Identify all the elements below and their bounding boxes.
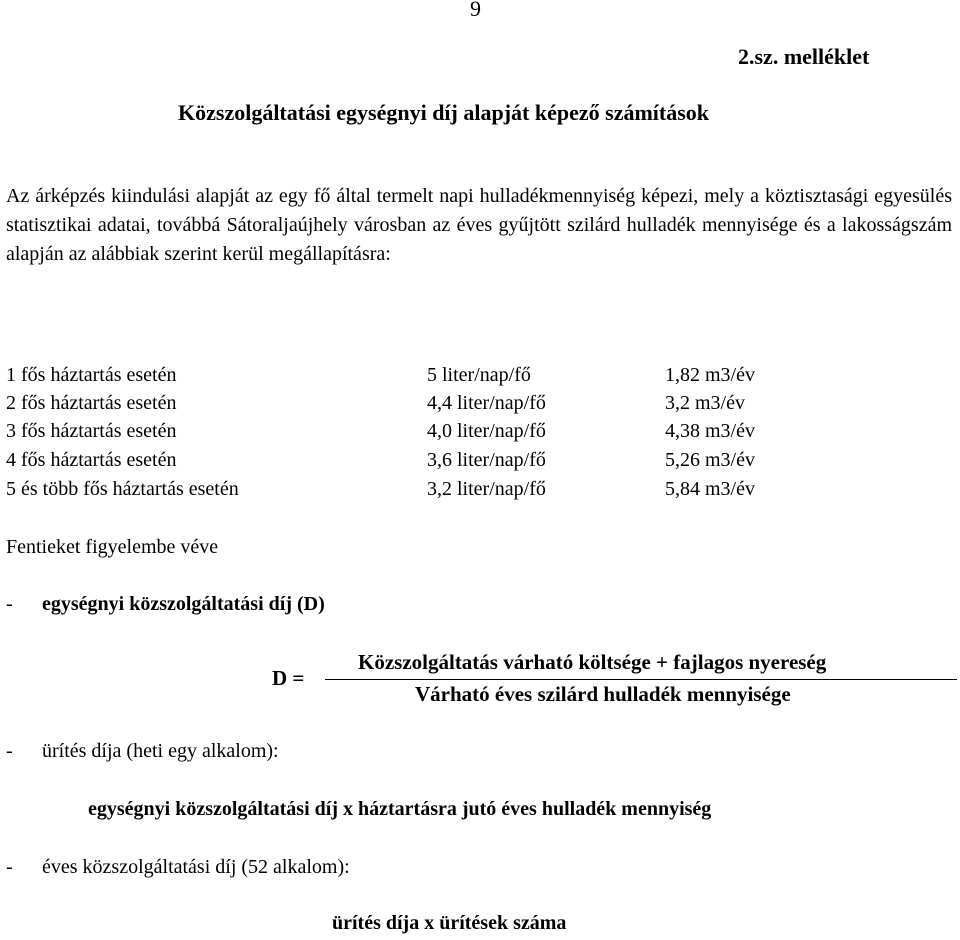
annex-label: 2.sz. melléklet: [738, 44, 870, 69]
formula-denominator: Várható éves szilárd hulladék mennyisége: [415, 682, 791, 706]
household-volume: 4,38 m3/év: [665, 420, 755, 442]
formula-lhs: D =: [272, 666, 305, 690]
household-row: [0, 449, 960, 477]
household-label: 1 fős háztartás esetén: [6, 364, 177, 386]
considering-text: Fentieket figyelembe véve: [6, 536, 219, 558]
unit-fee-heading: egységnyi közszolgáltatási díj (D): [42, 593, 325, 615]
household-volume: 5,84 m3/év: [665, 478, 755, 500]
household-row: [0, 364, 960, 392]
household-liter: 3,2 liter/nap/fő: [427, 478, 546, 500]
household-liter: 3,6 liter/nap/fő: [427, 449, 546, 471]
emptying-fee-heading: ürítés díja (heti egy alkalom):: [42, 740, 279, 762]
household-row: [0, 478, 960, 506]
household-liter: 4,4 liter/nap/fő: [427, 392, 546, 414]
fraction-line: [325, 679, 957, 680]
household-volume: 3,2 m3/év: [665, 392, 745, 414]
household-row: [0, 420, 960, 448]
annual-fee-formula: ürítés díja x ürítések száma: [332, 912, 567, 934]
household-label: 2 fős háztartás esetén: [6, 392, 177, 414]
bullet-dash: -: [6, 593, 13, 615]
bullet-dash: -: [6, 856, 13, 878]
emptying-fee-formula: egységnyi közszolgáltatási díj x háztartásra jutó éves hulladék mennyiség: [88, 798, 712, 820]
annual-fee-heading: éves közszolgáltatási díj (52 alkalom):: [42, 856, 350, 878]
page-number: 9: [470, 0, 481, 21]
document-title: Közszolgáltatási egységnyi díj alapját képező számítások: [178, 100, 710, 125]
household-label: 3 fős háztartás esetén: [6, 420, 177, 442]
household-volume: 1,82 m3/év: [665, 364, 755, 386]
formula-numerator: Közszolgáltatás várható költsége + fajlagos nyereség: [358, 650, 827, 674]
intro-paragraph: Az árképzés kiindulási alapját az egy fő által termelt napi hulladékmennyiség képezi, mely a köztisztasági egyesülés statisztikai adatai, továbbá Sátoraljaújhely városban az éves gyűjtött szilárd hulladék mennyisége és a lakosságszám alapján az alábbiak szerint kerül megállapításra:: [6, 185, 952, 265]
household-row: [0, 392, 960, 420]
bullet-dash: -: [6, 740, 13, 762]
household-label: 5 és több fős háztartás esetén: [6, 478, 239, 500]
household-liter: 4,0 liter/nap/fő: [427, 420, 546, 442]
household-label: 4 fős háztartás esetén: [6, 449, 177, 471]
household-volume: 5,26 m3/év: [665, 449, 755, 471]
household-liter: 5 liter/nap/fő: [427, 364, 531, 386]
